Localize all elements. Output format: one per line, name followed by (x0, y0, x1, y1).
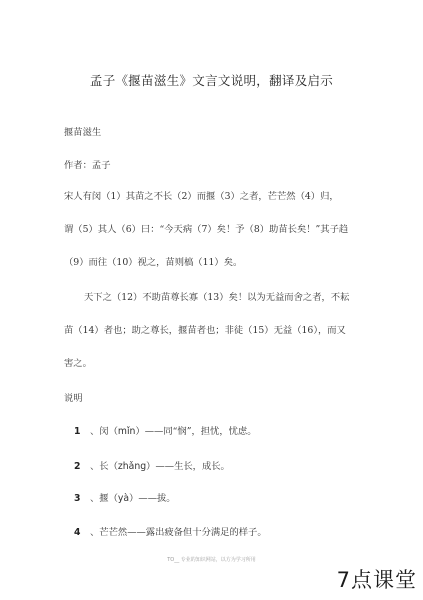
note-number: 4 (74, 527, 81, 538)
note-number: 3 (74, 493, 81, 504)
note-item: 3 、揠（yà）——拔。 (74, 493, 176, 504)
note-item: 4 、芒芒然——露出疲备但十分满足的样子。 (74, 527, 267, 538)
paragraph-2-line-1: 天下之（12）不助苗尊长寡（13）矣！以为无益而舍之者，不耘 (84, 292, 350, 303)
paragraph-1-line-2: 谓（5）其人（6）曰：“今天病（7）矣！予（8）助苗长矣！”其子趋 (64, 224, 349, 235)
note-item: 1 、闵（mǐn）——同“悯”，担忧，忧虑。 (74, 426, 257, 437)
note-number: 2 (74, 461, 81, 472)
paragraph-2-line-3: 害之。 (64, 358, 92, 369)
note-number: 1 (74, 426, 81, 437)
paragraph-1-line-1: 宋人有闵（1）其苗之不长（2）而揠（3）之者，芒芒然（4）归， (64, 191, 339, 202)
notes-heading: 说明 (64, 393, 83, 404)
note-item: 2 、长（zhǎng）——生长，成长。 (74, 461, 230, 472)
paragraph-2-line-2: 苗（14）者也；助之尊长，揠苗者也；非徒（15）无益（16），而又 (64, 325, 346, 336)
heading: 揠苗滋生 (64, 127, 102, 138)
page-title: 孟子《揠苗滋生》文言文说明，翻译及启示 (89, 73, 334, 88)
footer-text: TO__ 专业的知识网站，以方为学习所用 (167, 557, 256, 563)
watermark: 7点课堂 (336, 568, 417, 592)
author-line: 作者：孟子 (64, 160, 111, 171)
paragraph-1-line-3: （9）而往（10）视之，苗则槁（11）矣。 (64, 257, 243, 268)
